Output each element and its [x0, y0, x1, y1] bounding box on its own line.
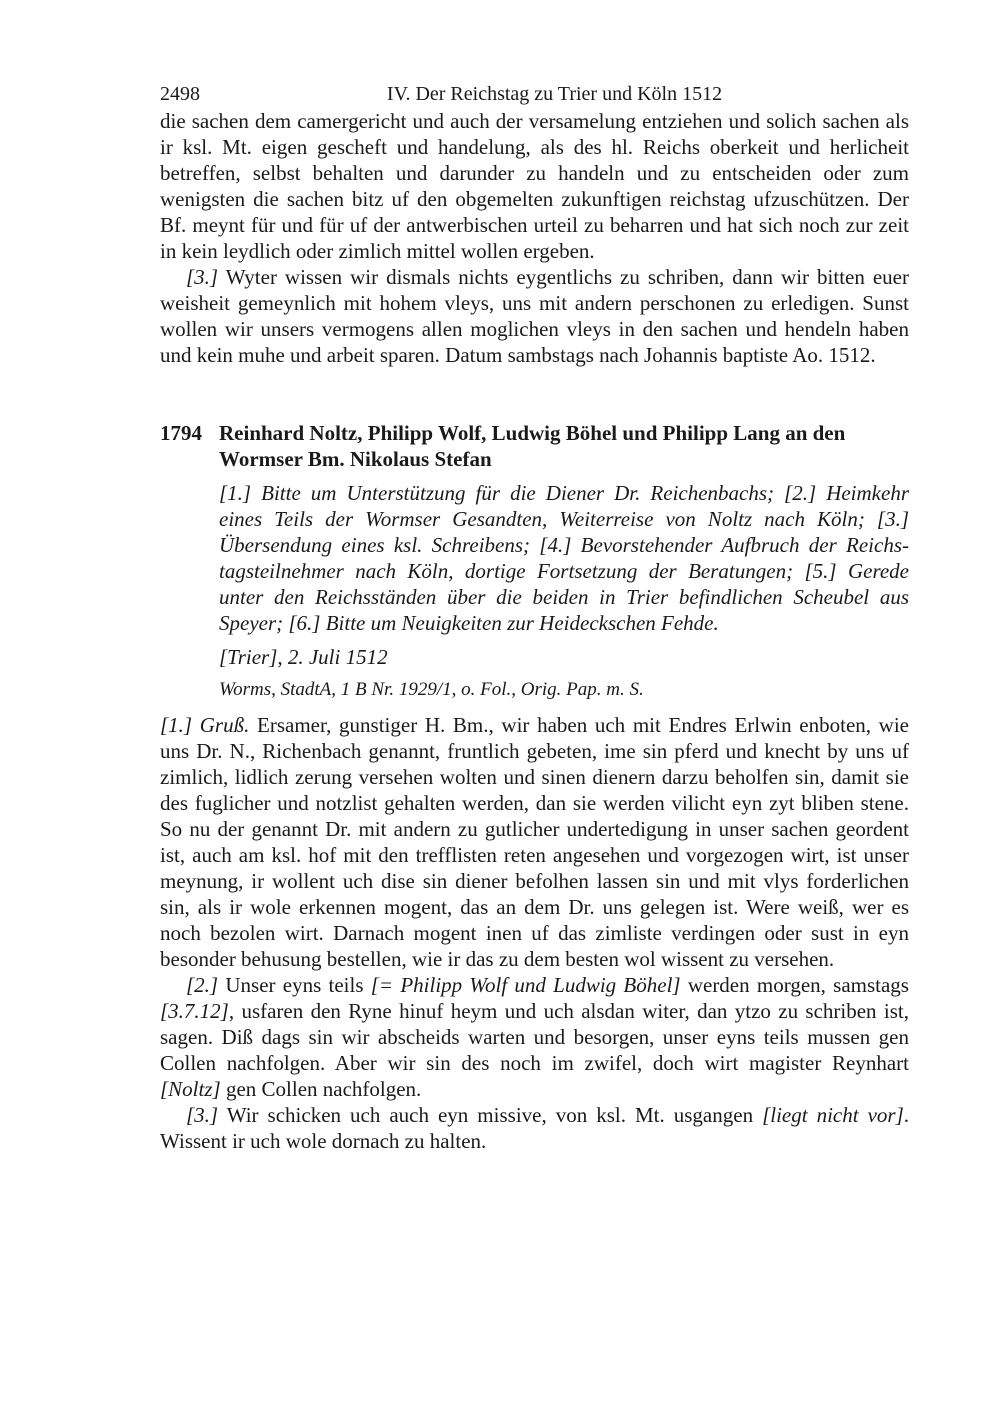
editorial-note: [3.7.12]	[160, 999, 229, 1023]
paragraph-text: Ersamer, gunstiger H. Bm., wir haben uch mit Endres Erlwin enboten, wie uns Dr. N., Richenbach genannt, fruntlich gebeten, ime sin pferd und knecht by uns uf zimlich, lidlich zerung versehen wolten und sinen dienern darzu beholfen sin, damit sie des fuglicher und notzlist gehalten werden, dan sie werden vilicht eyn zyt bliben stene. So nu der genannt Dr. mit andern zu gutlicher undertedigung in unser sachen geordent ist, auch am ksl. hof mit den trefflisten reten angesehen und vorgezogen wirt, ist unser meynung, ir wollent uch dise sin diener befolhen lassen sin und mit vlys forderlichen sin, als ir wole erkennen mogent, das an dem Dr. uns gelegen ist. Were weiß, wer es noch bezolen wirt. Darnach mogent inen uf das zimliste verdingen oder sust in eyn besonder behusung bestellen, wie ir das zu dem besten wol wissent zu versehen.	[160, 713, 909, 971]
paragraph-text: Unser eyns teils	[218, 973, 371, 997]
paragraph-text: , usfaren den Ryne hinuf heym und uch alsdan witer, dan ytzo zu schriben ist, sagen. Diß dags sin wir abscheids warten und besorgen, unser eyns teils mussen gen Collen nachfolgen. Aber wir sin des noch im zwifel, doch wirt magister Reynhart	[160, 999, 909, 1075]
page-number: 2498	[160, 83, 200, 105]
paragraph-text: werden morgen, samstags	[680, 973, 909, 997]
paragraph-text: gen Collen nachfolgen.	[220, 1077, 422, 1101]
paragraph-text: . Wissent ir uch wole dornach zu halten.	[160, 1103, 909, 1153]
document-number: 1794	[160, 421, 202, 445]
paragraph-text: Wyter wissen wir dismals nichts eygentlichs zu schriben, dann wir bitten euer weisheit gemeynlich mit hohem vleys, uns mit andern perschonen zu erledigen. Sunst wollen wir unsers vermogens allen moglichen vleys in den sachen und hendeln haben und kein muhe und arbeit sparen. Datum sambstags nach Johannis baptiste Ao. 1512.	[160, 265, 909, 367]
paragraph-marker: [3.]	[186, 265, 219, 289]
regest-text: [1.] Bitte um Unterstützung für die Diener Dr. Reichenbachs; [2.] Heimkehr eines Teils der Wormser Gesandten, Weiterreise von Noltz nach Köln; [3.] Übersendung eines ksl. Schreibens; [4.] Bevorstehender Aufbruch der Reichstagsteilnehmer nach Köln, dortige Fortsetzung der Beratungen; [5.] Gerede unter den Reichsständen über die beiden in Trier befindlichen Scheubel aus Speyer; [6.] Bitte um Neuigkeiten zur Heideckschen Fehde.	[219, 481, 909, 635]
paragraph-text: Wir schicken uch auch eyn missive, von ksl. Mt. usgangen	[218, 1103, 763, 1127]
document-1794	[160, 420, 909, 1154]
document-title: Reinhard Noltz, Philipp Wolf, Ludwig Böhel und Philipp Lang an den Wormser Bm. Nikolaus Stefan	[219, 421, 846, 471]
document-paragraph-2	[160, 972, 909, 1102]
document-regest	[219, 480, 909, 636]
paragraph-marker: [3.]	[186, 1103, 219, 1127]
running-head	[160, 80, 909, 108]
continuation-paragraph-2	[160, 264, 909, 368]
editorial-note: [liegt nicht vor]	[762, 1103, 904, 1127]
document-paragraph-3	[160, 1102, 909, 1154]
document-body	[160, 712, 909, 1154]
document-paragraph-1	[160, 712, 909, 972]
page	[160, 80, 909, 1154]
continuation-text	[160, 108, 909, 368]
paragraph-marker: [1.] Gruß.	[160, 713, 250, 737]
continuation-paragraph-1: die sachen dem camergericht und auch der versamelung entziehen und solich sachen als ir ksl. Mt. eigen gescheft und handelung, als des hl. Reichs oberkeit und herlicheit betreffen, selbst behalten und darunder zu handeln und zu entscheiden oder zum wenigsten die sachen bitz uf den obgemelten zukunftigen reichstag ufzuschützen. Der Bf. meynt für und für uf der antwerbischen urteil zu beharren und hat sich noch zur zeit in kein leydlich oder zimlich mittel wollen ergeben.	[160, 109, 909, 263]
editorial-note: [= Philipp Wolf und Ludwig Böhel]	[370, 973, 681, 997]
document-date: [Trier], 2. Juli 1512	[219, 645, 388, 669]
paragraph-marker: [2.]	[186, 973, 219, 997]
editorial-note: [Noltz]	[160, 1077, 221, 1101]
document-heading	[160, 420, 909, 472]
document-source: Worms, StadtA, 1 B Nr. 1929/1, o. Fol., Orig. Pap. m. S.	[219, 679, 644, 700]
running-title: IV. Der Reichstag zu Trier und Köln 1512	[386, 83, 723, 105]
